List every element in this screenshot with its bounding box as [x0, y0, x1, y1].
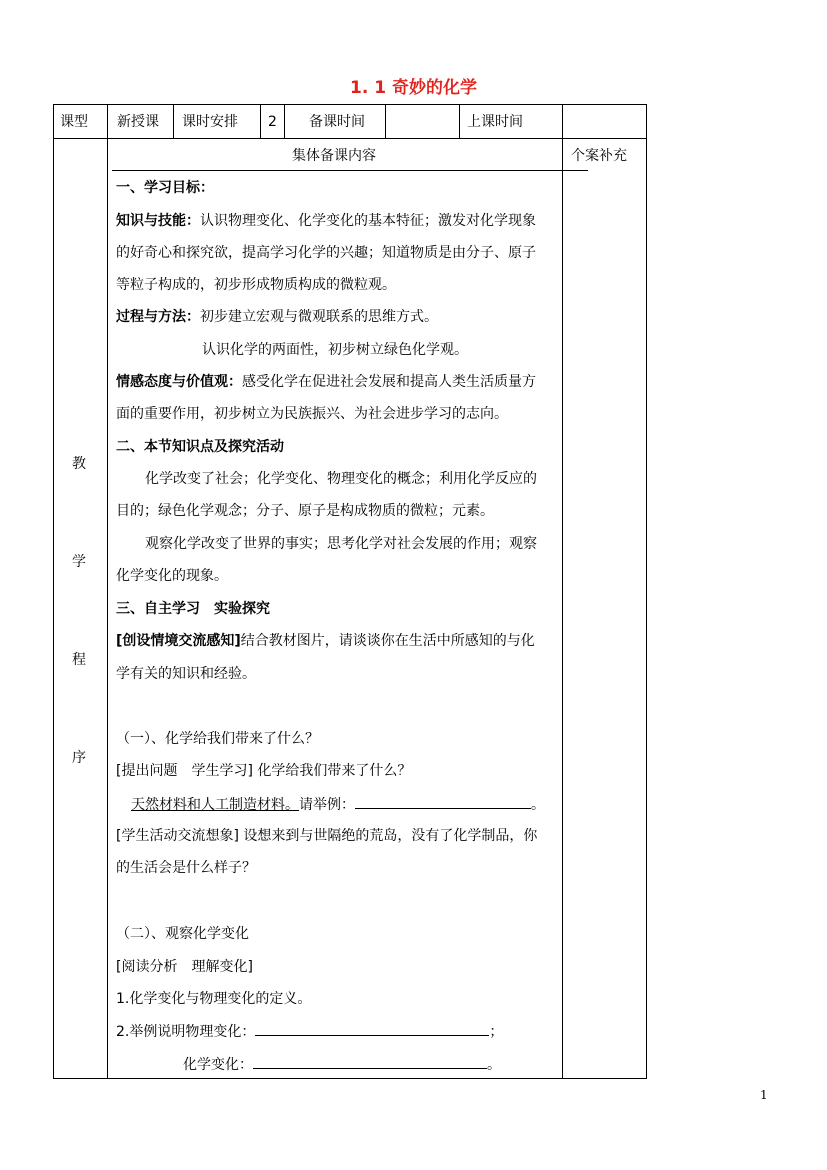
- physical-change-blank: [255, 1021, 489, 1036]
- table-col-divider: [385, 104, 386, 139]
- emotion-values-label: 情感态度与价值观：: [116, 374, 242, 390]
- example-prompt: 请举例：: [299, 797, 355, 813]
- chemical-change-end: 。: [487, 1057, 501, 1073]
- table-border-top: [53, 104, 647, 105]
- section-2-line: 目的；绿色化学观念；分子、原子是构成物质的微粒；元素。: [116, 503, 494, 519]
- question-1-subtitle: [提出问题 学生学习] 化学给我们带来了什么？: [116, 763, 412, 779]
- side-label-char: 教: [72, 456, 86, 472]
- section-3-title: 三、自主学习 实验探究: [116, 601, 270, 617]
- side-label-char: 序: [72, 750, 86, 766]
- process-method-label: 过程与方法：: [116, 309, 200, 325]
- emotion-values-text: 感受化学在促进社会发展和提高人类生活质量方: [242, 374, 536, 390]
- activity-line: [学生活动交流想象] 设想来到与世隔绝的荒岛，没有了化学制品，你: [116, 828, 538, 844]
- knowledge-skills-label: 知识与技能：: [116, 213, 200, 229]
- knowledge-skills-line: 等粒子构成的，初步形成物质构成的微粒观。: [116, 277, 396, 293]
- table-row-divider: [53, 138, 647, 139]
- table-border-bottom: [53, 1078, 647, 1079]
- process-method-line: [116, 307, 438, 327]
- table-col-divider: [260, 104, 261, 139]
- materials-underlined-text: 天然材料和人工制造材料。: [131, 797, 299, 813]
- example-answer-blank: [355, 794, 531, 809]
- document-title: 1. 1 奇妙的化学: [350, 78, 477, 98]
- knowledge-skills-text: 认识物理变化、化学变化的基本特征；激发对化学现象: [200, 213, 536, 229]
- table-col-divider: [107, 104, 108, 1079]
- table-border-left: [53, 104, 54, 1079]
- knowledge-skills-line: [116, 211, 536, 231]
- page-number: 1: [760, 1088, 768, 1102]
- section-2-line: 化学变化的现象。: [116, 568, 228, 584]
- header-periods-label: 课时安排: [182, 114, 238, 130]
- table-col-divider: [173, 104, 174, 139]
- question-1-example-line: [131, 794, 545, 815]
- header-lesson-type-value: 新授课: [117, 114, 159, 130]
- section-2-line: 观察化学改变了世界的事实；思考化学对社会发展的作用；观察: [145, 536, 537, 552]
- side-label-char: 程: [72, 652, 86, 668]
- table-col-divider: [459, 104, 460, 139]
- process-method-line: 认识化学的两面性，初步树立绿色化学观。: [202, 342, 468, 358]
- side-label-char: 学: [72, 554, 86, 570]
- content-header: 集体备课内容: [292, 148, 376, 164]
- question-2-title: （二）、观察化学变化: [116, 926, 249, 942]
- context-line: 学有关的知识和经验。: [116, 666, 256, 682]
- emotion-values-line: [116, 372, 536, 392]
- section-2-line: 化学改变了社会；化学变化、物理变化的概念；利用化学反应的: [145, 471, 537, 487]
- physical-change-end: ；: [489, 1024, 504, 1040]
- header-prep-time-label: 备课时间: [309, 114, 365, 130]
- context-text: 结合教材图片，请谈谈你在生活中所感知的与化: [240, 633, 535, 649]
- chemical-change-prompt: 化学变化：: [183, 1057, 253, 1073]
- section-1-title: 一、学习目标：: [116, 180, 214, 196]
- question-2-item: 1.化学变化与物理变化的定义。: [116, 991, 312, 1007]
- question-2-subtitle: [阅读分析 理解变化]: [116, 959, 253, 975]
- knowledge-skills-line: 的好奇心和探究欲，提高学习化学的兴趣；知道物质是由分子、原子: [116, 245, 536, 261]
- activity-line: 的生活会是什么样子？: [116, 860, 256, 876]
- process-method-text: 初步建立宏观与微观联系的思维方式。: [200, 309, 438, 325]
- context-line: [116, 631, 535, 651]
- emotion-values-line: 面的重要作用，初步树立为民族振兴、为社会进步学习的志向。: [116, 406, 508, 422]
- table-border-right: [646, 104, 647, 1079]
- example-end-punct: 。: [531, 797, 545, 813]
- header-lesson-type-label: 课型: [60, 114, 88, 130]
- context-label: [创设情境交流感知]: [116, 633, 241, 649]
- chemical-change-blank: [253, 1054, 487, 1069]
- physical-change-line: [116, 1021, 503, 1042]
- table-col-divider: [284, 104, 285, 139]
- header-periods-value: 2: [268, 114, 277, 130]
- content-header-underline: [112, 170, 588, 171]
- header-class-time-label: 上课时间: [467, 114, 523, 130]
- supplement-header: 个案补充: [571, 148, 627, 164]
- section-2-title: 二、本节知识点及探究活动: [116, 439, 284, 455]
- question-1-title: （一）、化学给我们带来了什么？: [116, 731, 319, 747]
- physical-change-prompt: 2.举例说明物理变化：: [116, 1024, 256, 1040]
- chemical-change-line: [183, 1054, 501, 1075]
- table-col-divider: [562, 104, 563, 1079]
